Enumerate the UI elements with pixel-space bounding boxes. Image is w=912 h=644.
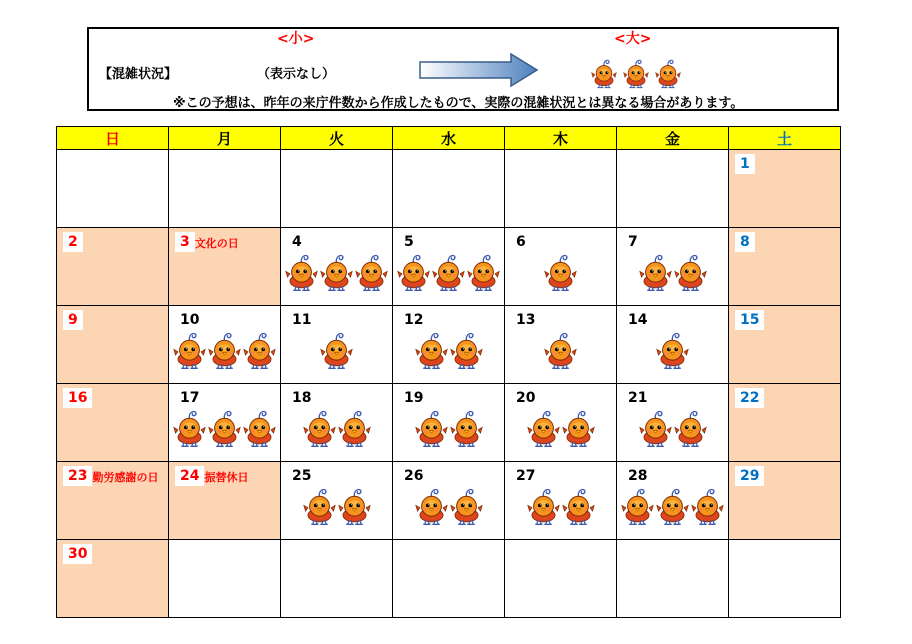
calendar-week-row: [57, 540, 841, 618]
day-number: 22: [735, 388, 764, 408]
day-number: 12: [399, 310, 428, 330]
day-number: 16: [63, 388, 92, 408]
mascot-icon: [320, 254, 353, 292]
crowd-level-indicator: [393, 254, 504, 292]
day-number: 24: [175, 466, 204, 486]
day-number: 5: [399, 232, 419, 252]
crowd-level-indicator: [617, 488, 728, 526]
weekday-header-row: [57, 127, 841, 150]
holiday-name: 文化の日: [194, 237, 239, 250]
empty-day-cell: [57, 150, 169, 228]
mascot-icon: [173, 410, 206, 448]
day-number: 7: [623, 232, 643, 252]
weekday-mon: 月: [169, 127, 281, 150]
day-cell: [57, 228, 169, 306]
day-cell: [281, 228, 393, 306]
crowd-level-indicator: [505, 332, 616, 370]
day-cell: [281, 306, 393, 384]
day-cell: [57, 306, 169, 384]
empty-day-cell: [505, 540, 617, 618]
mascot-icon: [243, 410, 276, 448]
day-number: 18: [287, 388, 316, 408]
day-cell: [729, 306, 841, 384]
crowd-level-indicator: [281, 254, 392, 292]
weekday-wed: 水: [393, 127, 505, 150]
legend-note: ※この予想は、昨年の来庁件数から作成したもので、実際の混雑状況とは異なる場合があります。: [173, 96, 744, 111]
day-cell: [281, 462, 393, 540]
congestion-legend: [87, 27, 839, 111]
day-number: 8: [735, 232, 755, 252]
empty-day-cell: [281, 150, 393, 228]
weekday-sat: 土: [729, 127, 841, 150]
mascot-icon: [655, 59, 681, 89]
legend-max-crowd: [591, 59, 681, 89]
day-cell: [617, 228, 729, 306]
day-number: 11: [287, 310, 316, 330]
mascot-icon: [415, 410, 448, 448]
day-cell: [729, 462, 841, 540]
day-number: 29: [735, 466, 764, 486]
mascot-icon: [450, 410, 483, 448]
calendar-week-row: [57, 384, 841, 462]
empty-day-cell: [393, 540, 505, 618]
day-cell: [393, 384, 505, 462]
day-number: 26: [399, 466, 428, 486]
scale-arrow-icon: [419, 53, 539, 87]
day-number: 27: [511, 466, 540, 486]
day-cell: [393, 306, 505, 384]
mascot-icon: [208, 410, 241, 448]
day-number: 21: [623, 388, 652, 408]
mascot-icon: [467, 254, 500, 292]
day-number: 3: [175, 232, 195, 252]
day-number: 13: [511, 310, 540, 330]
calendar-week-row: [57, 150, 841, 228]
mascot-icon: [562, 410, 595, 448]
legend-title: 【混雑状況】: [99, 67, 178, 82]
day-cell: [57, 540, 169, 618]
legend-small-label: <小>: [277, 31, 315, 47]
crowd-level-indicator: [281, 410, 392, 448]
day-cell: [617, 306, 729, 384]
crowd-level-indicator: [505, 488, 616, 526]
mascot-icon: [415, 488, 448, 526]
crowd-level-indicator: [169, 332, 280, 370]
day-number: 20: [511, 388, 540, 408]
empty-day-cell: [169, 540, 281, 618]
crowd-level-indicator: [505, 410, 616, 448]
crowd-level-indicator: [169, 410, 280, 448]
crowd-level-indicator: [617, 410, 728, 448]
mascot-icon: [674, 410, 707, 448]
day-cell: [729, 150, 841, 228]
mascot-icon: [674, 254, 707, 292]
mascot-icon: [623, 59, 649, 89]
mascot-icon: [338, 488, 371, 526]
empty-day-cell: [169, 150, 281, 228]
day-number: 14: [623, 310, 652, 330]
empty-day-cell: [281, 540, 393, 618]
day-number: 2: [63, 232, 83, 252]
mascot-icon: [303, 410, 336, 448]
day-number: 9: [63, 310, 83, 330]
mascot-icon: [450, 332, 483, 370]
weekday-thu: 木: [505, 127, 617, 150]
mascot-icon: [691, 488, 724, 526]
mascot-icon: [656, 332, 689, 370]
crowd-level-indicator: [393, 410, 504, 448]
mascot-icon: [544, 332, 577, 370]
mascot-icon: [591, 59, 617, 89]
crowd-level-indicator: [393, 332, 504, 370]
day-number: 28: [623, 466, 652, 486]
day-cell: [281, 384, 393, 462]
holiday-name: 振替休日: [204, 471, 249, 484]
weekday-tue: 火: [281, 127, 393, 150]
mascot-icon: [397, 254, 430, 292]
crowd-level-indicator: [281, 488, 392, 526]
calendar-week-row: [57, 462, 841, 540]
day-cell: [169, 228, 281, 306]
day-number: 17: [175, 388, 204, 408]
day-cell: [169, 384, 281, 462]
crowd-level-indicator: [617, 254, 728, 292]
mascot-icon: [208, 332, 241, 370]
day-cell: [729, 228, 841, 306]
weekday-sun: 日: [57, 127, 169, 150]
mascot-icon: [173, 332, 206, 370]
mascot-icon: [355, 254, 388, 292]
calendar: [56, 126, 841, 618]
day-number: 23: [63, 466, 92, 486]
empty-day-cell: [617, 540, 729, 618]
holiday-name: 勤労感謝の日: [92, 471, 159, 484]
day-cell: [393, 462, 505, 540]
mascot-icon: [303, 488, 336, 526]
day-cell: [57, 384, 169, 462]
day-number: 6: [511, 232, 531, 252]
mascot-icon: [527, 410, 560, 448]
empty-day-cell: [505, 150, 617, 228]
day-cell: [729, 384, 841, 462]
legend-none-label: （表示なし）: [257, 67, 336, 82]
mascot-icon: [544, 254, 577, 292]
mascot-icon: [338, 410, 371, 448]
mascot-icon: [621, 488, 654, 526]
day-cell: [169, 462, 281, 540]
crowd-level-indicator: [281, 332, 392, 370]
day-cell: [57, 462, 169, 540]
day-cell: [617, 462, 729, 540]
day-number: 25: [287, 466, 316, 486]
calendar-week-row: [57, 228, 841, 306]
mascot-icon: [527, 488, 560, 526]
calendar-week-row: [57, 306, 841, 384]
weekday-fri: 金: [617, 127, 729, 150]
day-cell: [505, 306, 617, 384]
day-cell: [505, 228, 617, 306]
mascot-icon: [432, 254, 465, 292]
mascot-icon: [639, 254, 672, 292]
day-cell: [393, 228, 505, 306]
mascot-icon: [450, 488, 483, 526]
mascot-icon: [415, 332, 448, 370]
mascot-icon: [243, 332, 276, 370]
legend-large-label: <大>: [614, 31, 652, 47]
crowd-level-indicator: [505, 254, 616, 292]
empty-day-cell: [393, 150, 505, 228]
mascot-icon: [285, 254, 318, 292]
day-cell: [505, 462, 617, 540]
day-number: 10: [175, 310, 204, 330]
day-number: 1: [735, 154, 755, 174]
crowd-level-indicator: [617, 332, 728, 370]
day-number: 15: [735, 310, 764, 330]
day-number: 19: [399, 388, 428, 408]
day-number: 30: [63, 544, 92, 564]
mascot-icon: [639, 410, 672, 448]
empty-day-cell: [617, 150, 729, 228]
mascot-icon: [656, 488, 689, 526]
crowd-level-indicator: [393, 488, 504, 526]
day-number: 4: [287, 232, 307, 252]
empty-day-cell: [729, 540, 841, 618]
mascot-icon: [320, 332, 353, 370]
day-cell: [505, 384, 617, 462]
day-cell: [617, 384, 729, 462]
day-cell: [169, 306, 281, 384]
mascot-icon: [562, 488, 595, 526]
